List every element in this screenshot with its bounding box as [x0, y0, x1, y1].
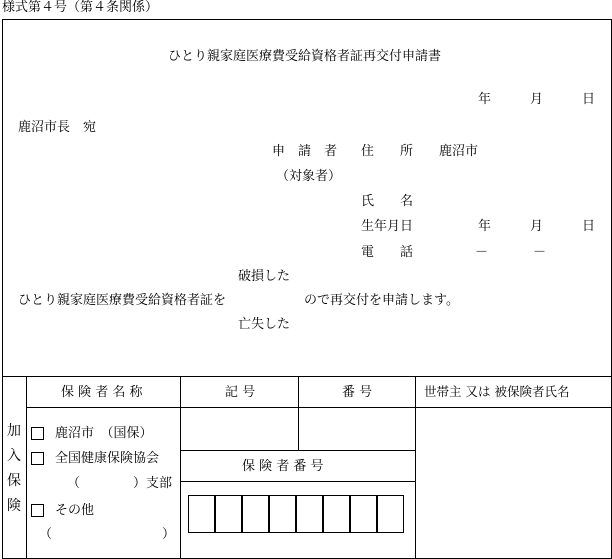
insurer-number-digit-3[interactable]	[242, 495, 269, 533]
col-divider-1	[180, 376, 181, 559]
date-day: 日	[582, 92, 596, 107]
phone-dash-2: －	[533, 245, 547, 260]
insurer-number-digit-4[interactable]	[269, 495, 296, 533]
side-label-2: 入	[7, 448, 21, 464]
other-close: ）	[162, 527, 176, 542]
insurer-number-digit-5[interactable]	[296, 495, 323, 533]
header-symbol: 記 号	[225, 385, 256, 400]
table-top	[2, 376, 612, 377]
option-kanuma: 鹿沼市 （国保）	[55, 426, 153, 441]
request-suffix: ので再交付を申請します。	[304, 293, 459, 308]
checkbox-kanuma[interactable]	[31, 427, 44, 440]
address-value[interactable]: 鹿沼市	[439, 144, 479, 159]
option-damaged[interactable]: 破損した	[238, 269, 291, 284]
header-number: 番 号	[342, 385, 373, 400]
frame-top	[2, 19, 612, 20]
phone-label: 電 話	[361, 245, 414, 260]
option-lost[interactable]: 亡失した	[238, 317, 291, 332]
name-label: 氏 名	[361, 194, 414, 209]
birth-year: 年	[478, 219, 492, 234]
side-label-4: 険	[7, 498, 21, 514]
side-label-1: 加	[7, 423, 21, 439]
header-insurer-name: 保 険 者 名 称	[61, 385, 143, 400]
header-holder: 世帯主 又は 被保険者氏名	[424, 384, 570, 399]
date-month: 月	[530, 92, 544, 107]
header-bottom	[26, 407, 612, 408]
checkbox-kyokai[interactable]	[31, 452, 44, 465]
address-label: 住 所	[361, 144, 414, 159]
insurer-number-digit-2[interactable]	[215, 495, 242, 533]
form-label: 様式第４号（第４条関係）	[2, 0, 159, 15]
side-divider	[26, 376, 27, 559]
insurer-number-digit-6[interactable]	[323, 495, 350, 533]
applicant-sub-label: （対象者）	[276, 169, 342, 184]
frame-left	[2, 19, 3, 559]
page-title: ひとり親家庭医療費受給資格者証再交付申請書	[168, 49, 442, 64]
col-divider-2	[298, 376, 299, 450]
insurer-number-digit-8[interactable]	[377, 495, 404, 533]
option-other: その他	[55, 503, 95, 518]
insurer-number-top	[180, 450, 416, 451]
side-label-3: 保	[7, 473, 21, 489]
option-kyokai: 全国健康保険協会	[55, 451, 160, 466]
branch-close: ）支部	[133, 476, 173, 491]
applicant-label: 申 請 者	[272, 144, 338, 159]
header-insurer-number: 保 険 者 番 号	[242, 459, 324, 474]
addressee: 鹿沼市長 宛	[18, 120, 97, 135]
phone-dash-1: －	[475, 245, 489, 260]
insurer-number-digit-1[interactable]	[188, 495, 215, 533]
other-open: （	[39, 527, 53, 542]
insurer-number-digit-7[interactable]	[350, 495, 377, 533]
birth-day: 日	[582, 219, 596, 234]
request-prefix: ひとり親家庭医療費受給資格者証を	[18, 293, 227, 308]
insurer-number-header-bottom	[180, 481, 416, 482]
col-divider-3	[415, 376, 416, 559]
birth-month: 月	[530, 219, 544, 234]
checkbox-other[interactable]	[31, 504, 44, 517]
date-year: 年	[478, 92, 492, 107]
birth-label: 生年月日	[361, 219, 414, 234]
branch-open: （	[67, 476, 81, 491]
